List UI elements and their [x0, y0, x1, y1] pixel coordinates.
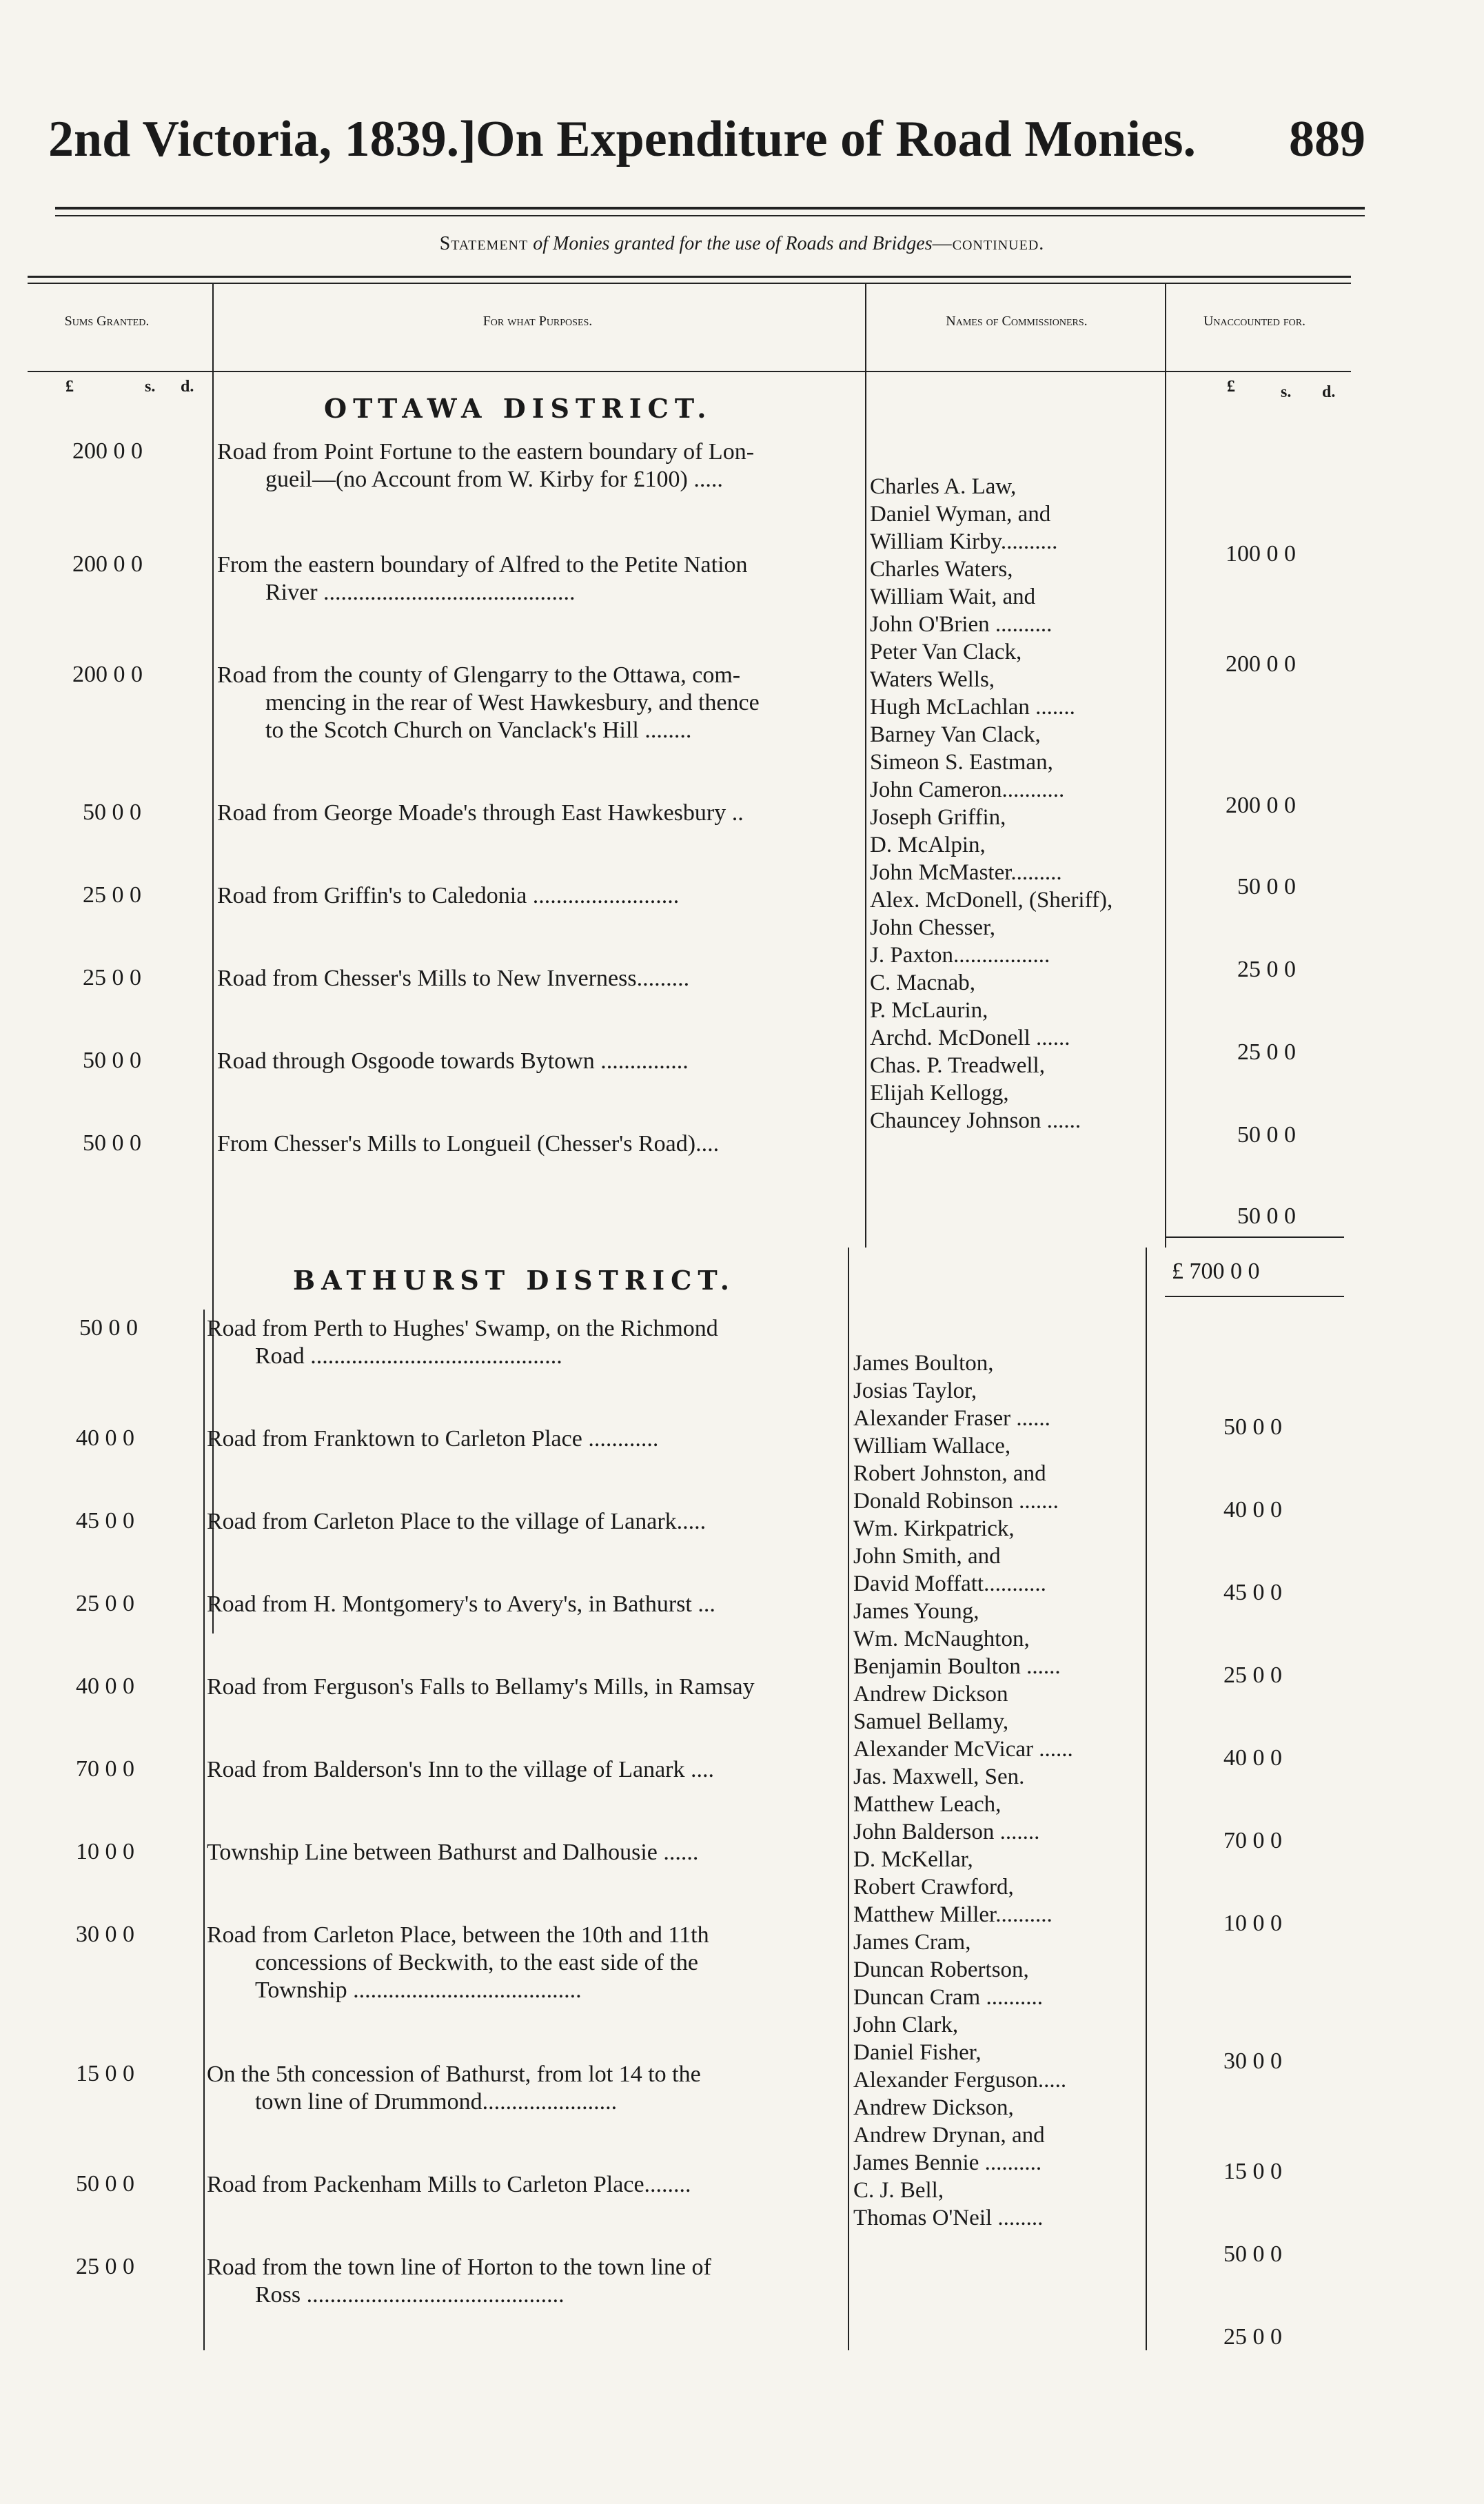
commissioner-name: Barney Van Clack,	[870, 722, 1041, 747]
commissioner-name: Matthew Leach,	[853, 1792, 1002, 1817]
bathurst-purpose: Road from Carleton Place to the village of Lanark.....	[207, 1509, 707, 1534]
statement-italic: of Monies granted for the use of Roads and Bridges	[533, 233, 933, 254]
ottawa-total: £ 700 0 0	[1172, 1259, 1260, 1284]
ottawa-sum: 50 0 0	[83, 1130, 141, 1156]
commissioner-name: Thomas O'Neil ........	[853, 2206, 1044, 2230]
commissioner-name: Andrew Drynan, and	[853, 2123, 1045, 2148]
commissioner-name: Benjamin Boulton ......	[853, 1654, 1061, 1679]
ottawa-purpose: Road from George Moade's through East Hawkesbury ..	[217, 800, 744, 826]
purpose-line: River ...........................................	[265, 580, 576, 605]
ottawa-purpose	[217, 438, 754, 493]
purpose-line: town line of Drummond.......................	[255, 2089, 618, 2115]
currency-pound-right: £	[1227, 378, 1235, 396]
purpose-line: Road from Perth to Hughes' Swamp, on the Richmond	[207, 1316, 718, 1341]
page-number: 889	[1289, 111, 1365, 167]
ottawa-sum: 200 0 0	[72, 551, 143, 577]
commissioner-name: C. Macnab,	[870, 970, 976, 995]
divider-purpose-bathurst	[848, 1248, 849, 2350]
bathurst-purpose: Road from Packenham Mills to Carleton Place........	[207, 2172, 691, 2197]
commissioner-name: Wm. Kirkpatrick,	[853, 1516, 1015, 1541]
bathurst-sum: 15 0 0	[76, 2061, 134, 2086]
commissioner-name: Andrew Dickson,	[853, 2095, 1014, 2120]
commissioner-name: J. Paxton.................	[870, 943, 1050, 968]
commissioner-name: William Kirby..........	[870, 529, 1058, 554]
bathurst-commissioners	[853, 1350, 1073, 2232]
commissioner-name: John Chesser,	[870, 915, 995, 940]
bathurst-purpose: Township Line between Bathurst and Dalhousie ......	[207, 1840, 699, 1865]
bathurst-sum: 45 0 0	[76, 1508, 134, 1534]
column-header-purposes: For what Purposes.	[482, 314, 593, 329]
commissioner-name: Joseph Griffin,	[870, 805, 1006, 830]
commissioner-name: Charles A. Law,	[870, 474, 1017, 499]
commissioner-name: Charles Waters,	[870, 557, 1013, 582]
commissioner-name: James Cram,	[853, 1930, 971, 1955]
commissioner-name: Archd. McDonell ......	[870, 1026, 1070, 1050]
ottawa-sum: 200 0 0	[72, 662, 143, 687]
ottawa-sum: 200 0 0	[72, 438, 143, 464]
bathurst-sum: 10 0 0	[76, 1839, 134, 1864]
bathurst-purpose: Road from Franktown to Carleton Place ............	[207, 1426, 659, 1452]
bathurst-purpose: Road from H. Montgomery's to Avery's, in Bathurst ...	[207, 1591, 715, 1617]
ottawa-unaccounted: 100 0 0	[1226, 541, 1296, 567]
commissioner-name: D. McAlpin,	[870, 833, 986, 857]
commissioner-name: Duncan Cram ..........	[853, 1985, 1043, 2010]
ottawa-purpose: Road from Chesser's Mills to New Inverness.........	[217, 966, 690, 991]
currency-pence-left: d.	[181, 378, 194, 396]
currency-shillings-right: s.	[1281, 383, 1292, 401]
ottawa-unaccounted: 25 0 0	[1237, 1039, 1296, 1065]
commissioner-name: Waters Wells,	[870, 667, 995, 692]
ottawa-purpose	[217, 551, 748, 607]
commissioner-name: Alexander Fraser ......	[853, 1406, 1050, 1431]
ottawa-district-heading: OTTAWA DISTRICT.	[324, 393, 713, 424]
bathurst-sum: 40 0 0	[76, 1673, 134, 1699]
bathurst-unaccounted: 50 0 0	[1223, 1414, 1282, 1440]
ottawa-total-underline	[1165, 1296, 1344, 1297]
purpose-line: Ross ............................................	[255, 2282, 565, 2308]
commissioner-name: John Clark,	[853, 2013, 959, 2037]
ottawa-purpose: Road from Griffin's to Caledonia .........................	[217, 883, 680, 908]
bathurst-purpose	[207, 2061, 701, 2116]
ottawa-unaccounted: 200 0 0	[1226, 651, 1296, 677]
commissioner-name: William Wait, and	[870, 584, 1036, 609]
commissioner-name: Simeon S. Eastman,	[870, 750, 1053, 775]
commissioner-name: Alexander McVicar ......	[853, 1737, 1073, 1762]
purpose-line: Road from the town line of Horton to the town line of	[207, 2254, 711, 2280]
ottawa-unaccounted: 50 0 0	[1237, 1203, 1296, 1229]
commissioner-name: D. McKellar,	[853, 1847, 973, 1872]
table-top-rule	[28, 276, 1351, 278]
commissioner-name: Chauncey Johnson ......	[870, 1108, 1081, 1133]
purpose-line: From the eastern boundary of Alfred to the Petite Nation	[217, 552, 748, 578]
commissioner-name: John Balderson .......	[853, 1820, 1040, 1844]
commissioner-name: Robert Crawford,	[853, 1875, 1014, 1900]
ottawa-sum: 25 0 0	[83, 965, 141, 990]
running-header-session: 2nd Victoria, 1839.]	[48, 111, 476, 167]
commissioner-name: Andrew Dickson	[853, 1682, 1008, 1707]
ottawa-sum: 50 0 0	[83, 800, 141, 825]
bathurst-purpose	[207, 1922, 709, 2004]
commissioner-name: James Young,	[853, 1599, 979, 1624]
commissioner-name: John O'Brien ..........	[870, 612, 1053, 637]
bathurst-district-heading: BATHURST DISTRICT.	[293, 1265, 736, 1296]
page-title: On Expenditure of Road Monies.	[476, 111, 1197, 167]
purpose-line: concessions of Beckwith, to the east side of the	[255, 1950, 699, 1975]
statement-heading	[0, 233, 1484, 255]
bathurst-unaccounted: 25 0 0	[1223, 2324, 1282, 2350]
commissioner-name: David Moffatt...........	[853, 1571, 1046, 1596]
purpose-line: Road from Point Fortune to the eastern boundary of Lon-	[217, 439, 755, 465]
purpose-line: Road from the county of Glengarry to the Ottawa, com-	[217, 662, 741, 688]
purpose-line: mencing in the rear of West Hawkesbury, and thence	[265, 690, 760, 715]
bathurst-sum: 25 0 0	[76, 2254, 134, 2279]
commissioner-name: C. J. Bell,	[853, 2178, 944, 2203]
ottawa-unaccounted: 200 0 0	[1226, 793, 1296, 818]
bathurst-sum: 50 0 0	[76, 2171, 134, 2197]
bathurst-sum: 25 0 0	[76, 1591, 134, 1616]
commissioner-name: William Wallace,	[853, 1434, 1011, 1458]
commissioner-name: Robert Johnston, and	[853, 1461, 1046, 1486]
commissioner-name: Peter Van Clack,	[870, 640, 1022, 664]
header-rule-thick	[55, 207, 1365, 210]
column-header-unaccounted: Unaccounted for.	[1203, 314, 1306, 329]
ottawa-purpose: Road through Osgoode towards Bytown ...............	[217, 1048, 689, 1074]
divider-commissioners-ottawa	[1165, 283, 1166, 1248]
commissioner-name: John McMaster.........	[870, 860, 1062, 885]
commissioner-name: Donald Robinson .......	[853, 1489, 1059, 1514]
bathurst-unaccounted: 40 0 0	[1223, 1745, 1282, 1771]
commissioner-name: Jas. Maxwell, Sen.	[853, 1764, 1025, 1789]
commissioner-name: Alex. McDonell, (Sheriff),	[870, 888, 1113, 913]
commissioner-name: John Smith, and	[853, 1544, 1001, 1569]
divider-commissioners-bathurst	[1146, 1248, 1147, 2350]
column-header-commissioners: Names of Commissioners.	[946, 314, 1088, 329]
commissioner-name: James Bennie ..........	[853, 2150, 1042, 2175]
commissioner-name: Elijah Kellogg,	[870, 1081, 1009, 1106]
divider-sums-bathurst	[203, 1310, 205, 2350]
table-top-rule-inner	[28, 283, 1351, 284]
commissioner-name: Duncan Robertson,	[853, 1957, 1029, 1982]
bathurst-sum: 70 0 0	[76, 1756, 134, 1782]
bathurst-unaccounted: 30 0 0	[1223, 2048, 1282, 2074]
column-header-sums: Sums Granted.	[64, 314, 150, 329]
bathurst-unaccounted: 50 0 0	[1223, 2241, 1282, 2267]
bathurst-sum: 40 0 0	[76, 1425, 134, 1451]
statement-suffix: —continued.	[932, 233, 1045, 254]
commissioner-name: Matthew Miller..........	[853, 1902, 1053, 1927]
ottawa-total-rule	[1165, 1236, 1344, 1238]
bathurst-sum: 50 0 0	[79, 1315, 138, 1341]
commissioner-name: Daniel Wyman, and	[870, 502, 1051, 527]
ottawa-unaccounted: 50 0 0	[1237, 1122, 1296, 1148]
bathurst-unaccounted: 40 0 0	[1223, 1497, 1282, 1523]
ottawa-unaccounted: 50 0 0	[1237, 874, 1296, 899]
purpose-line: Township .......................................	[255, 1977, 582, 2003]
currency-shillings-left: s.	[145, 378, 156, 396]
statement-prefix: Statement	[439, 233, 529, 254]
bathurst-purpose	[207, 2254, 711, 2309]
divider-purpose-ottawa	[865, 283, 866, 1248]
purpose-line: Road from Carleton Place, between the 10th and 11th	[207, 1922, 709, 1948]
commissioner-name: Samuel Bellamy,	[853, 1709, 1009, 1734]
purpose-line: gueil—(no Account from W. Kirby for £100) .....	[265, 467, 723, 492]
bathurst-purpose: Road from Ferguson's Falls to Bellamy's Mills, in Ramsay	[207, 1674, 755, 1700]
bathurst-unaccounted: 15 0 0	[1223, 2159, 1282, 2184]
ottawa-sum: 50 0 0	[83, 1048, 141, 1073]
bathurst-unaccounted: 25 0 0	[1223, 1662, 1282, 1688]
commissioner-name: Daniel Fisher,	[853, 2040, 982, 2065]
bathurst-unaccounted: 10 0 0	[1223, 1911, 1282, 1936]
bathurst-purpose: Road from Balderson's Inn to the village of Lanark ....	[207, 1757, 714, 1782]
ottawa-purpose: From Chesser's Mills to Longueil (Chesser's Road)....	[217, 1131, 720, 1157]
column-header-rule	[28, 371, 1351, 372]
purpose-line: to the Scotch Church on Vanclack's Hill ........	[265, 717, 692, 743]
header-rule-thin	[55, 215, 1365, 216]
bathurst-purpose	[207, 1315, 718, 1370]
commissioner-name: Hugh McLachlan .......	[870, 695, 1075, 720]
ottawa-commissioners	[870, 473, 1112, 1134]
currency-pence-right: d.	[1322, 383, 1336, 401]
purpose-line: Road ...........................................	[255, 1343, 562, 1369]
currency-pound-left: £	[65, 378, 74, 396]
commissioner-name: John Cameron...........	[870, 777, 1065, 802]
commissioner-name: Wm. McNaughton,	[853, 1627, 1030, 1651]
ottawa-unaccounted: 25 0 0	[1237, 957, 1296, 982]
commissioner-name: P. McLaurin,	[870, 998, 988, 1023]
bathurst-sum: 30 0 0	[76, 1922, 134, 1947]
commissioner-name: Josias Taylor,	[853, 1378, 977, 1403]
commissioner-name: Alexander Ferguson.....	[853, 2068, 1067, 2093]
commissioner-name: Chas. P. Treadwell,	[870, 1053, 1045, 1078]
ottawa-sum: 25 0 0	[83, 882, 141, 908]
bathurst-unaccounted: 45 0 0	[1223, 1580, 1282, 1605]
ottawa-purpose	[217, 662, 760, 744]
bathurst-unaccounted: 70 0 0	[1223, 1828, 1282, 1853]
purpose-line: On the 5th concession of Bathurst, from lot 14 to the	[207, 2062, 701, 2087]
commissioner-name: James Boulton,	[853, 1351, 994, 1376]
